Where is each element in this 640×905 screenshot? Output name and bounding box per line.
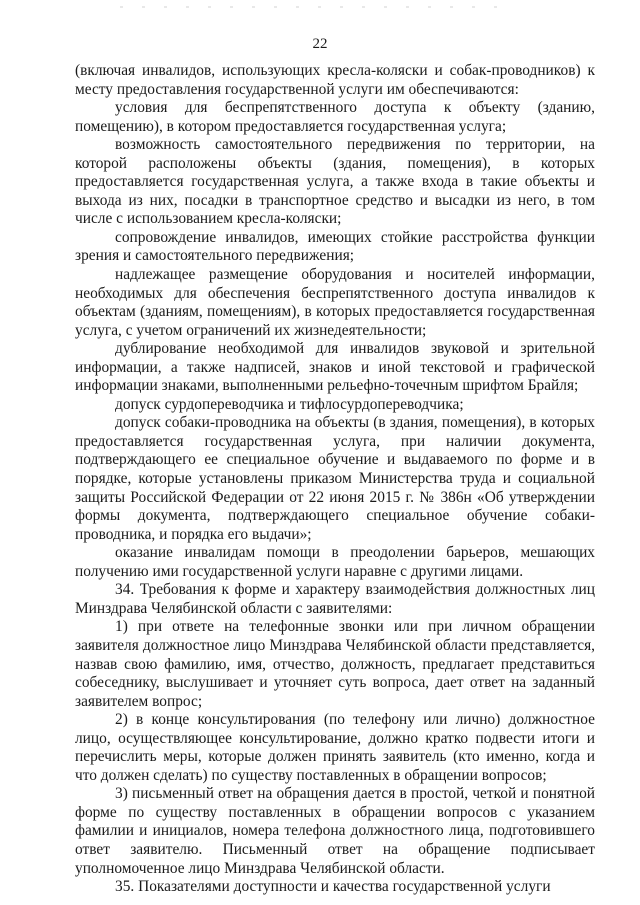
paragraph-information-duplication: дублирование необходимой для инвалидов звуковой и зрительной информации, а также надписей, знаков и иной текстовой и графической информации знаками, выполненными рельефно-точечным шрифтом Брайля; bbox=[75, 340, 595, 395]
paragraph-section-35: 35. Показателями доступности и качества государственной услуги bbox=[115, 878, 551, 896]
paragraph-item-2: 2) в конце консультирования (по телефону или лично) должностное лицо, осуществляющее консультирование, должно кратко подвести итоги и перечислить меры, которые должен принять заявитель (кто именно, когда и что должен сделать) по существу поставленных в обращении вопросов; bbox=[75, 711, 595, 784]
page-number: 22 bbox=[312, 36, 328, 52]
paragraph-guide-dog-admission: допуск собаки-проводника на объекты (в здания, помещения), в которых предоставляется государственная услуга, при наличии документа, подтверждающего ее специальное обучение и выдаваемого по форме и в порядке, которые установлены приказом Министерства труда и социальной защиты Российской Федерации от 22 июня 2015 г. № 386н «Об утверждении формы документа, подтверждающего специальное обучение собаки-проводника, и порядка его выдачи»; bbox=[75, 414, 595, 543]
paragraph-continuation: (включая инвалидов, использующих кресла-коляски и собак-проводников) к месту предоставления государственной услуги им обеспечиваются: bbox=[75, 62, 595, 98]
paragraph-interpreter-admission: допуск сурдопереводчика и тифлосурдопереводчика; bbox=[115, 395, 464, 413]
paragraph-independent-movement: возможность самостоятельного передвижения по территории, на которой расположены объекты (здания, помещения), в которых предоставляется государственная услуга, а также входа в такие объекты и выхода из них, посадки в транспортное средство и высадки из него, в том числе с использованием кресла-коляски; bbox=[75, 136, 595, 228]
paragraph-item-1: 1) при ответе на телефонные звонки или при личном обращении заявителя должностное лицо Минздрава Челябинской области представляется, назвав свою фамилию, имя, отчество, должность, предлагает представиться собеседнику, выслушивает и уточняет суть вопроса, дает ответ на заданный заявителем вопрос; bbox=[75, 618, 595, 710]
paragraph-barrier-assistance: оказание инвалидам помощи в преодолении барьеров, мешающих получению ими государственной услуги наравне с другими лицами. bbox=[75, 544, 595, 580]
paragraph-equipment-placement: надлежащее размещение оборудования и носителей информации, необходимых для обеспечения беспрепятственного доступа инвалидов к объектам (зданиям, помещениям), в которых предоставляется государственная услуга, с учетом ограничений их жизнедеятельности; bbox=[75, 266, 595, 339]
document-body bbox=[75, 62, 595, 897]
paragraph-section-34: 34. Требования к форме и характеру взаимодействия должностных лиц Минздрава Челябинской области с заявителями: bbox=[75, 581, 595, 617]
paragraph-item-3: 3) письменный ответ на обращения дается в простой, четкой и понятной форме по существу поставленных в обращении вопросов с указанием фамилии и инициалов, номера телефона должностного лица, подготовившего ответ заявителю. Письменный ответ на обращение подписывает уполномоченное лицо Минздрава Челябинской области. bbox=[75, 785, 595, 877]
paragraph-escort: сопровождение инвалидов, имеющих стойкие расстройства функции зрения и самостоятельного передвижения; bbox=[75, 228, 595, 265]
scan-artifact bbox=[120, 6, 500, 8]
paragraph-access-conditions: условия для беспрепятственного доступа к объекту (зданию, помещению), в котором предоставляется государственная услуга; bbox=[75, 99, 595, 135]
